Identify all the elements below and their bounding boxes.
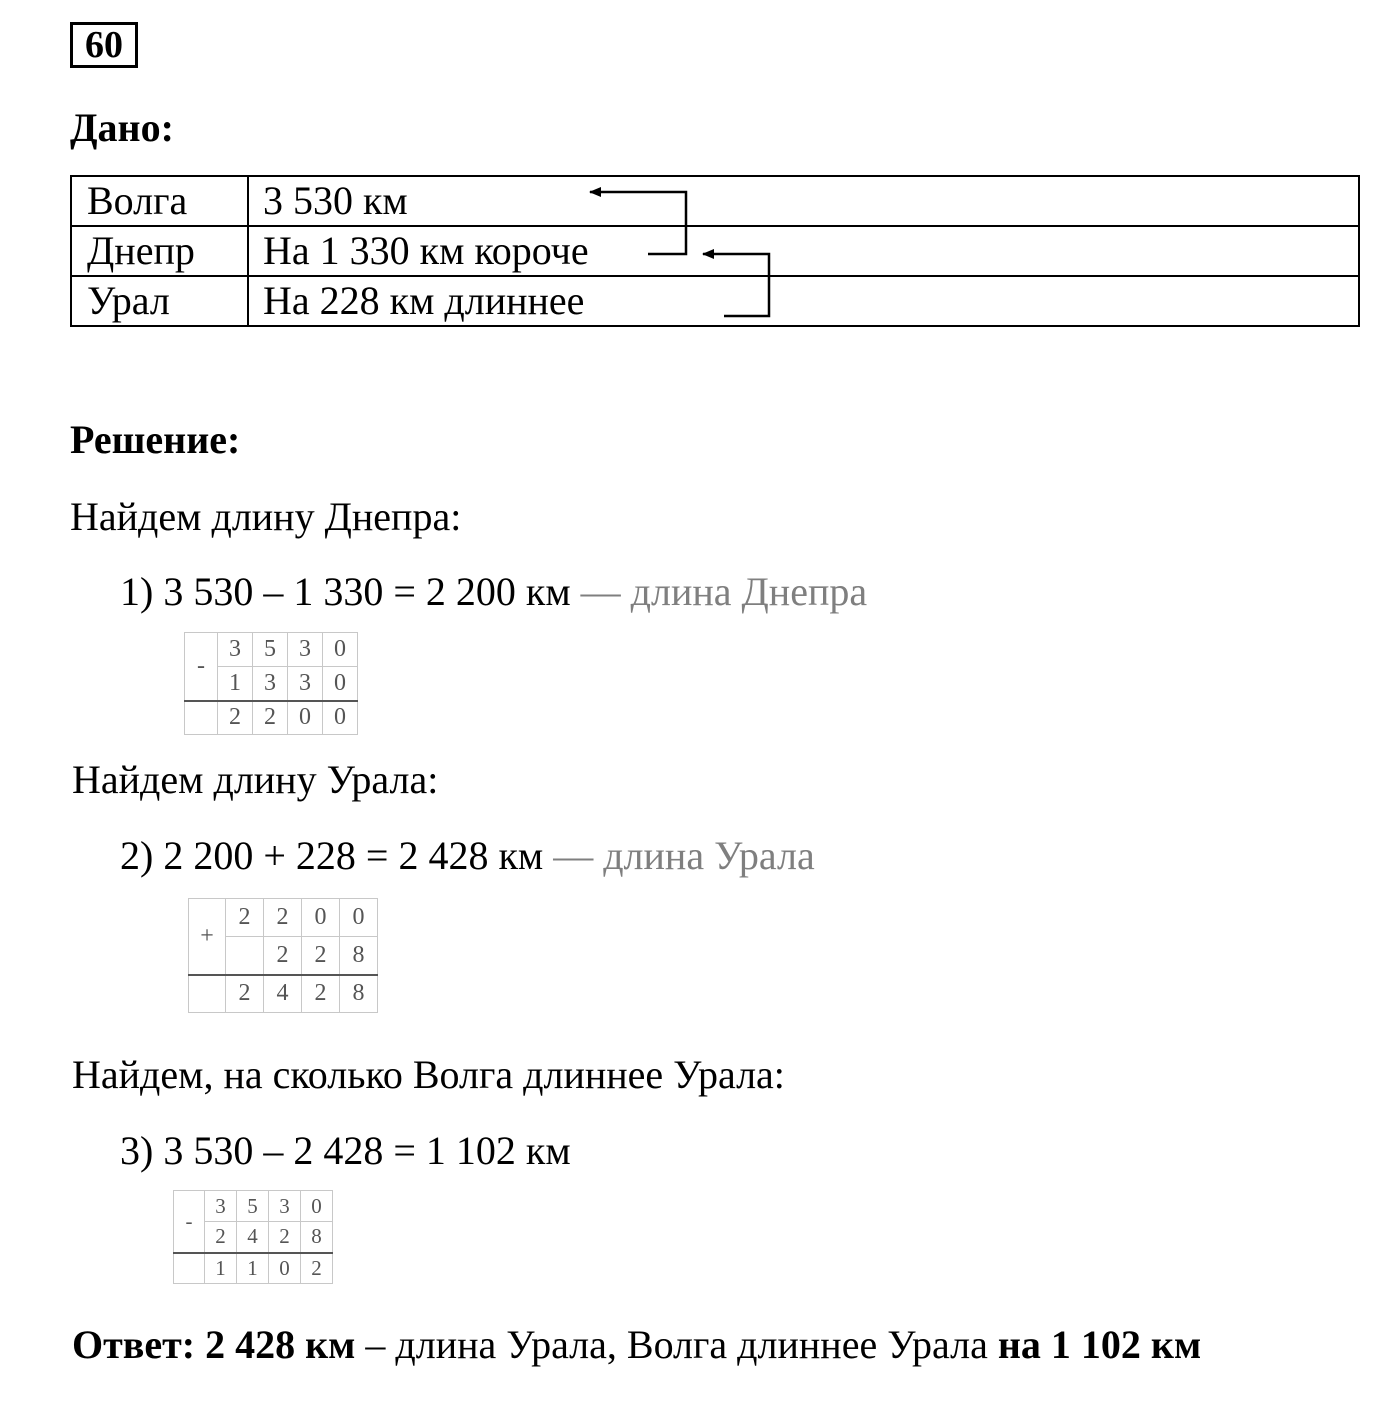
- calc-digit: 3: [253, 667, 288, 701]
- calc-digit: 2: [302, 975, 340, 1013]
- given-row-ural: [71, 276, 1359, 326]
- given-row-dnepr: [71, 226, 1359, 276]
- step1-intro: Найдем длину Днепра:: [70, 494, 462, 539]
- calc-digit: 1: [237, 1253, 269, 1284]
- calc-digit: 3: [288, 633, 323, 667]
- calc-digit: 3: [269, 1191, 301, 1222]
- calc-digit: 8: [340, 937, 378, 975]
- calc-digit: 5: [253, 633, 288, 667]
- calc-digit: 2: [264, 899, 302, 937]
- calc-digit: 2: [301, 1253, 333, 1284]
- given-row-volga: [71, 176, 1359, 226]
- calc-digit: 2: [218, 701, 253, 735]
- step3-expression: 3) 3 530 – 2 428 = 1 102 км: [120, 1128, 571, 1173]
- calc-digit: 8: [340, 975, 378, 1013]
- calc-digit: 2: [302, 937, 340, 975]
- calc-digit: 2: [205, 1222, 237, 1253]
- river-name: Волга: [71, 176, 248, 226]
- calc-digit: 3: [218, 633, 253, 667]
- given-table: [70, 175, 1360, 327]
- river-value: На 228 км длиннее: [248, 276, 1359, 326]
- step3-column-calc: [173, 1190, 333, 1284]
- step1-expression: 1) 3 530 – 1 330 = 2 200 км: [120, 569, 571, 614]
- calc-digit: 2: [226, 899, 264, 937]
- answer-label: Ответ: 2 428 км: [72, 1322, 356, 1367]
- river-value: 3 530 км: [248, 176, 1359, 226]
- task-number: 60: [70, 22, 138, 68]
- calc-sign: +: [189, 899, 226, 975]
- calc-digit: [226, 937, 264, 975]
- answer-middle: – длина Урала, Волга длиннее Урала: [355, 1322, 998, 1367]
- answer-line: [72, 1323, 1201, 1367]
- calc-digit: 2: [264, 937, 302, 975]
- step1-line: [120, 570, 867, 614]
- calc-digit: 0: [323, 701, 358, 735]
- calc-digit: 4: [264, 975, 302, 1013]
- calc-digit: 0: [301, 1191, 333, 1222]
- answer-end: на 1 102 км: [997, 1322, 1202, 1367]
- calc-digit: 2: [253, 701, 288, 735]
- calc-sign: -: [185, 633, 218, 701]
- step2-line: [120, 834, 815, 878]
- calc-digit: 8: [301, 1222, 333, 1253]
- calc-digit: 3: [205, 1191, 237, 1222]
- river-value: На 1 330 км короче: [248, 226, 1359, 276]
- river-name: Урал: [71, 276, 248, 326]
- step1-column-calc: [184, 632, 358, 735]
- river-name: Днепр: [71, 226, 248, 276]
- calc-digit: 2: [269, 1222, 301, 1253]
- step1-note: — длина Днепра: [580, 569, 868, 614]
- calc-digit: 0: [340, 899, 378, 937]
- calc-digit: 1: [205, 1253, 237, 1284]
- calc-empty-cell: [185, 701, 218, 735]
- solution-heading: Решение:: [70, 417, 241, 462]
- calc-digit: 0: [269, 1253, 301, 1284]
- calc-digit: 1: [218, 667, 253, 701]
- step2-column-calc: [188, 898, 378, 1013]
- calc-digit: 4: [237, 1222, 269, 1253]
- step2-note: — длина Урала: [553, 833, 815, 878]
- given-heading: Дано:: [70, 105, 174, 150]
- step3-line: [120, 1129, 571, 1173]
- calc-digit: 3: [288, 667, 323, 701]
- calc-digit: 0: [323, 633, 358, 667]
- calc-digit: 5: [237, 1191, 269, 1222]
- calc-sign: -: [174, 1191, 205, 1253]
- calc-digit: 0: [323, 667, 358, 701]
- step3-intro: Найдем, на сколько Волга длиннее Урала:: [72, 1052, 785, 1097]
- calc-empty-cell: [189, 975, 226, 1013]
- calc-digit: 2: [226, 975, 264, 1013]
- calc-digit: 0: [288, 701, 323, 735]
- calc-digit: 0: [302, 899, 340, 937]
- step2-intro: Найдем длину Урала:: [72, 757, 439, 802]
- step2-expression: 2) 2 200 + 228 = 2 428 км: [120, 833, 544, 878]
- calc-empty-cell: [174, 1253, 205, 1284]
